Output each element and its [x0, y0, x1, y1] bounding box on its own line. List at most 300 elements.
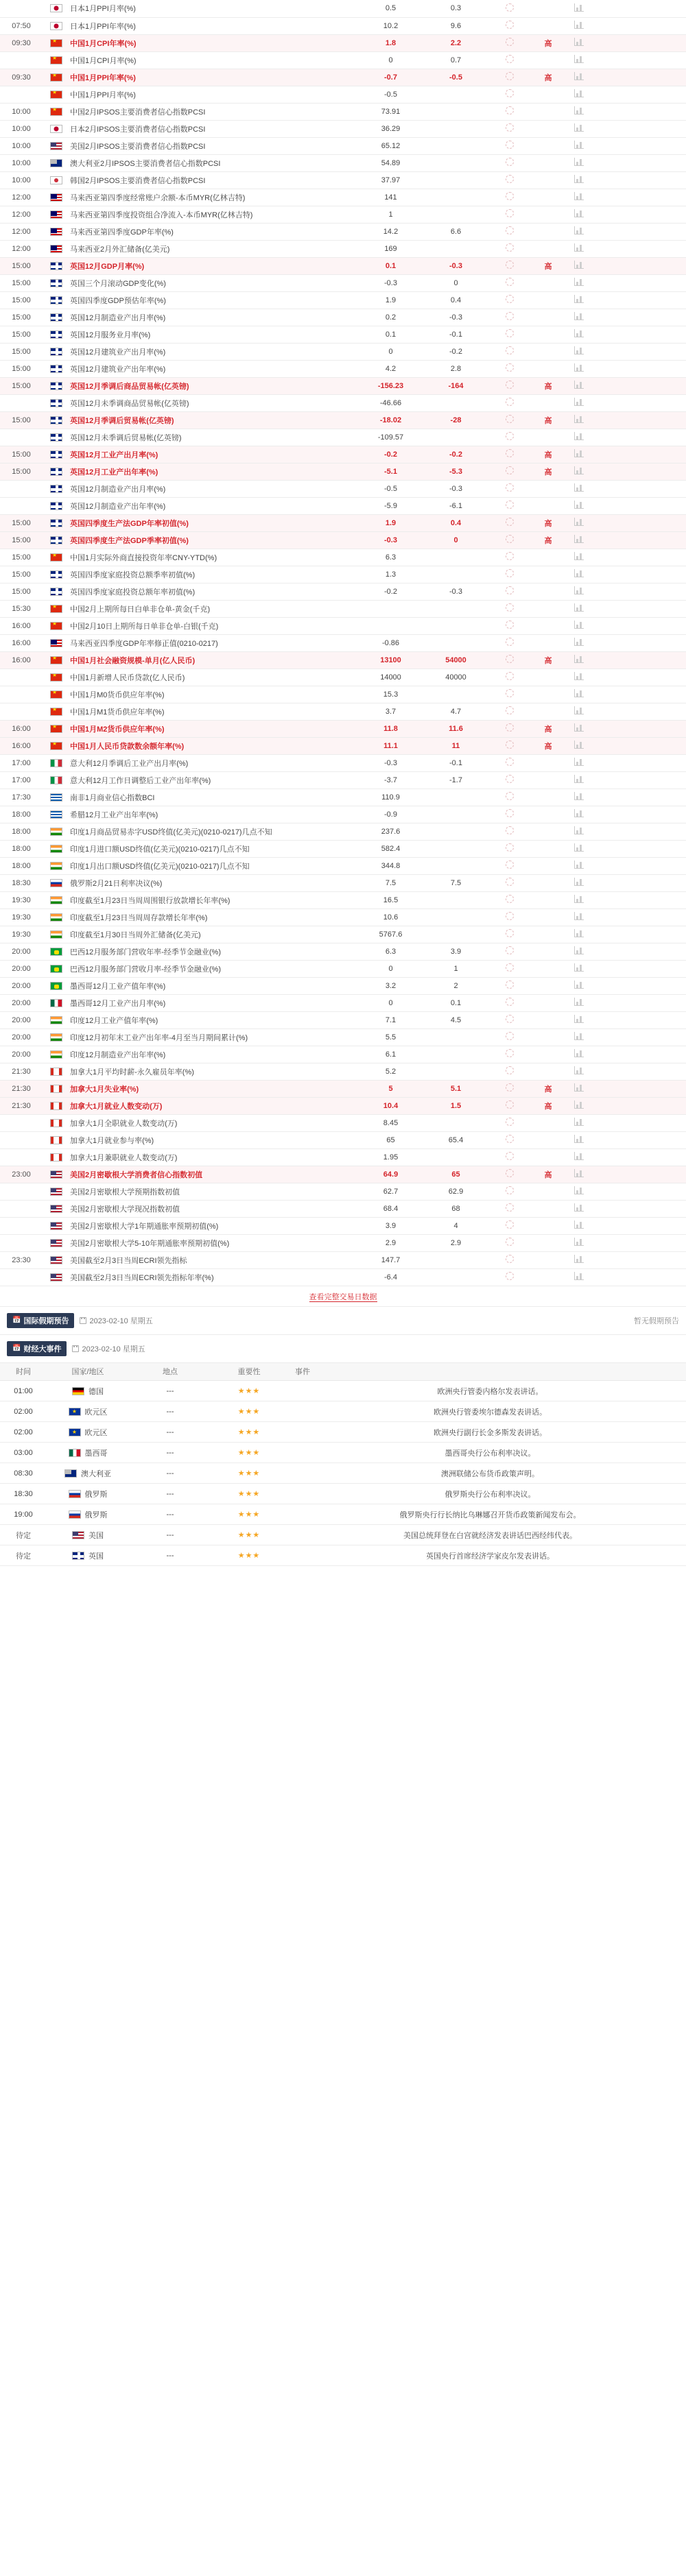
table-row[interactable] — [0, 377, 686, 394]
indicator-name[interactable]: 英国12月工业产出年率(%) — [70, 463, 358, 480]
indicator-name[interactable]: 中国1月M0货币供应年率(%) — [70, 686, 358, 703]
table-row[interactable] — [0, 1131, 686, 1148]
chart-button[interactable] — [565, 34, 593, 51]
event-row[interactable] — [0, 1463, 686, 1484]
chart-button[interactable] — [565, 497, 593, 514]
previous-value: -5.1 — [358, 463, 423, 480]
chart-button[interactable] — [565, 686, 593, 703]
table-row[interactable] — [0, 1114, 686, 1131]
previous-value: 5.5 — [358, 1028, 423, 1046]
table-row[interactable] — [0, 86, 686, 103]
event-row[interactable] — [0, 1484, 686, 1504]
table-row[interactable] — [0, 600, 686, 617]
table-row[interactable] — [0, 309, 686, 326]
chart-button[interactable] — [565, 257, 593, 274]
indicator-name[interactable]: 英国12月制造业产出月率(%) — [70, 480, 358, 497]
table-row[interactable] — [0, 651, 686, 669]
chart-button[interactable] — [565, 1028, 593, 1046]
indicator-name[interactable]: 中国1月M1货币供应年率(%) — [70, 703, 358, 720]
event-region: ★ 欧元区 — [47, 1401, 129, 1422]
indicator-name[interactable]: 美国2月密歇根大学现况指数初值 — [70, 1200, 358, 1217]
table-row[interactable] — [0, 891, 686, 908]
forecast-value: 1 — [423, 960, 488, 977]
indicator-name[interactable]: 中国2月IPSOS主要消费者信心指数PCSI — [70, 103, 358, 120]
indicator-name[interactable]: 英国四季度GDP预估年率(%) — [70, 291, 358, 309]
table-row[interactable] — [0, 583, 686, 600]
chart-button[interactable] — [565, 240, 593, 257]
table-row[interactable] — [0, 120, 686, 137]
indicator-name[interactable]: 马来西亚四季度GDP年率修正值(0210-0217) — [70, 634, 358, 651]
row-time: 09:30 — [0, 34, 43, 51]
importance-dot — [488, 840, 531, 857]
importance-dot — [488, 1166, 531, 1183]
chart-button[interactable] — [565, 103, 593, 120]
importance-icon — [506, 1135, 514, 1143]
table-row[interactable] — [0, 771, 686, 789]
indicator-name[interactable]: 英国12月制造业产出月率(%) — [70, 309, 358, 326]
indicator-name[interactable]: 中国1月新增人民币贷款(亿人民币) — [70, 669, 358, 686]
chart-button[interactable] — [565, 309, 593, 326]
indicator-name[interactable]: 印度1月出口额USD终值(亿美元)(0210-0217)几点不知 — [70, 857, 358, 874]
chart-button[interactable] — [565, 1063, 593, 1080]
table-row[interactable] — [0, 103, 686, 120]
importance-dot — [488, 103, 531, 120]
indicator-name[interactable]: 马来西亚第四季度投资组合净流入-本币MYR(亿林吉特) — [70, 206, 358, 223]
row-time: 12:00 — [0, 223, 43, 240]
forecast-value: 0.4 — [423, 291, 488, 309]
indicator-name[interactable]: 印度截至1月23日当周周围银行放款增长年率(%) — [70, 891, 358, 908]
table-row[interactable] — [0, 634, 686, 651]
event-row[interactable] — [0, 1504, 686, 1525]
indicator-name[interactable]: 日本2月IPSOS主要消费者信心指数PCSI — [70, 120, 358, 137]
table-row[interactable] — [0, 686, 686, 703]
chart-button[interactable] — [565, 857, 593, 874]
row-time: 16:00 — [0, 651, 43, 669]
indicator-name[interactable]: 日本1月PPI年率(%) — [70, 17, 358, 34]
chart-button[interactable] — [565, 0, 593, 17]
event-description[interactable]: 英国央行首席经济学家皮尔发表讲话。 — [287, 1545, 686, 1566]
indicator-name[interactable]: 加拿大1月兼职就业人数变动(万) — [70, 1148, 358, 1166]
importance-dot — [488, 377, 531, 394]
table-row[interactable] — [0, 943, 686, 960]
row-time: 12:00 — [0, 206, 43, 223]
event-description[interactable]: 欧洲央行管委内格尔发表讲话。 — [287, 1381, 686, 1401]
table-row[interactable] — [0, 51, 686, 69]
table-row[interactable] — [0, 240, 686, 257]
chart-button[interactable] — [565, 583, 593, 600]
table-row[interactable] — [0, 429, 686, 446]
chart-button[interactable] — [565, 994, 593, 1011]
table-row[interactable] — [0, 840, 686, 857]
importance-label — [531, 1217, 565, 1234]
chart-button[interactable] — [565, 891, 593, 908]
importance-label: 高 — [531, 737, 565, 754]
table-row[interactable] — [0, 908, 686, 926]
indicator-name[interactable]: 印度1月商品贸易赤字USD终值(亿美元)(0210-0217)几点不知 — [70, 823, 358, 840]
table-row[interactable] — [0, 926, 686, 943]
event-row[interactable] — [0, 1381, 686, 1401]
table-row[interactable] — [0, 1166, 686, 1183]
importance-label — [531, 600, 565, 617]
event-region: 美国 — [47, 1525, 129, 1545]
table-row[interactable] — [0, 703, 686, 720]
chart-button[interactable] — [565, 480, 593, 497]
chart-icon — [574, 72, 584, 80]
chart-button[interactable] — [565, 651, 593, 669]
table-row[interactable] — [0, 480, 686, 497]
event-description[interactable]: 欧洲央行管委埃尔德森发表讲话。 — [287, 1401, 686, 1422]
row-spacer — [593, 274, 686, 291]
table-row[interactable] — [0, 1046, 686, 1063]
table-row[interactable] — [0, 411, 686, 429]
indicator-name[interactable]: 希腊12月工业产出年率(%) — [70, 806, 358, 823]
chart-button[interactable] — [565, 926, 593, 943]
indicator-name[interactable]: 英国12月建筑业产出月率(%) — [70, 343, 358, 360]
chart-button[interactable] — [565, 703, 593, 720]
indicator-name[interactable]: 韩国2月IPSOS主要消费者信心指数PCSI — [70, 171, 358, 189]
country-flag — [43, 154, 70, 171]
indicator-name[interactable]: 巴西12月服务部门营收年率-经季节金融业(%) — [70, 943, 358, 960]
chart-icon — [574, 535, 584, 543]
table-row[interactable] — [0, 1080, 686, 1097]
event-row[interactable] — [0, 1545, 686, 1566]
table-row[interactable] — [0, 343, 686, 360]
chart-button[interactable] — [565, 394, 593, 411]
indicator-name[interactable]: 意大利12月工作日调整后工业产出年率(%) — [70, 771, 358, 789]
importance-dot — [488, 411, 531, 429]
table-row[interactable] — [0, 531, 686, 549]
table-row[interactable] — [0, 34, 686, 51]
indicator-name[interactable]: 加拿大1月就业人数变动(万) — [70, 1097, 358, 1114]
table-row[interactable] — [0, 857, 686, 874]
indicator-name[interactable]: 美国2月密歇根大学5-10年期通胀率预期初值(%) — [70, 1234, 358, 1251]
table-row[interactable] — [0, 823, 686, 840]
indicator-name[interactable]: 英国12月季调后商品贸易帐(亿英镑) — [70, 377, 358, 394]
row-time: 19:30 — [0, 908, 43, 926]
table-row[interactable] — [0, 566, 686, 583]
event-row[interactable] — [0, 1401, 686, 1422]
indicator-name[interactable]: 马来西亚第四季度GDP年率(%) — [70, 223, 358, 240]
chart-button[interactable] — [565, 737, 593, 754]
table-row[interactable] — [0, 274, 686, 291]
indicator-name[interactable]: 加拿大1月平均时薪-永久雇员年率(%) — [70, 1063, 358, 1080]
chart-icon — [574, 963, 584, 972]
table-row[interactable] — [0, 360, 686, 377]
row-time: 21:30 — [0, 1097, 43, 1114]
chart-button[interactable] — [565, 754, 593, 771]
event-description[interactable]: 俄罗斯央行行长纳比乌琳娜召开货币政策新闻发布会。 — [287, 1504, 686, 1525]
table-row[interactable] — [0, 1063, 686, 1080]
table-row[interactable] — [0, 257, 686, 274]
chart-button[interactable] — [565, 120, 593, 137]
importance-icon — [506, 363, 514, 372]
table-row[interactable] — [0, 977, 686, 994]
chart-button[interactable] — [565, 1268, 593, 1286]
chart-button[interactable] — [565, 600, 593, 617]
country-flag — [43, 86, 70, 103]
chart-button[interactable] — [565, 1114, 593, 1131]
indicator-name[interactable]: 马来西亚第四季度经常账户余额-本币MYR(亿林吉特) — [70, 189, 358, 206]
table-row[interactable] — [0, 1251, 686, 1268]
table-row[interactable] — [0, 1148, 686, 1166]
chart-button[interactable] — [565, 908, 593, 926]
table-row[interactable] — [0, 137, 686, 154]
indicator-name[interactable]: 英国12月制造业产出年率(%) — [70, 497, 358, 514]
chart-button[interactable] — [565, 823, 593, 840]
table-row[interactable] — [0, 1268, 686, 1286]
indicator-name[interactable]: 中国1月PPI月率(%) — [70, 86, 358, 103]
indicator-name[interactable]: 中国1月实际外商直接投资年率CNY-YTD(%) — [70, 549, 358, 566]
chart-button[interactable] — [565, 223, 593, 240]
table-row[interactable] — [0, 446, 686, 463]
chart-button[interactable] — [565, 1046, 593, 1063]
importance-dot — [488, 1268, 531, 1286]
indicator-name[interactable]: 英国12月工业产出月率(%) — [70, 446, 358, 463]
chart-button[interactable] — [565, 1131, 593, 1148]
event-place: --- — [129, 1504, 211, 1525]
chart-button[interactable] — [565, 514, 593, 531]
event-description[interactable]: 澳洲联储公布货币政策声明。 — [287, 1463, 686, 1484]
table-row[interactable] — [0, 1097, 686, 1114]
chart-button[interactable] — [565, 840, 593, 857]
indicator-name[interactable]: 墨西哥12月工业产出月率(%) — [70, 994, 358, 1011]
chart-button[interactable] — [565, 1183, 593, 1200]
indicator-name[interactable]: 英国12月季调后贸易帐(亿英镑) — [70, 411, 358, 429]
chart-button[interactable] — [565, 171, 593, 189]
indicator-name[interactable]: 墨西哥12月工业产值年率(%) — [70, 977, 358, 994]
chart-button[interactable] — [565, 1011, 593, 1028]
indicator-name[interactable]: 澳大利亚2月IPSOS主要消费者信心指数PCSI — [70, 154, 358, 171]
indicator-name[interactable]: 美国截至2月3日当周ECRI领先指标年率(%) — [70, 1268, 358, 1286]
chart-button[interactable] — [565, 411, 593, 429]
indicator-name[interactable]: 中国1月M2货币供应年率(%) — [70, 720, 358, 737]
table-row[interactable] — [0, 223, 686, 240]
table-row[interactable] — [0, 1200, 686, 1217]
indicator-name[interactable]: 英国四季度生产法GDP年率初值(%) — [70, 514, 358, 531]
chart-button[interactable] — [565, 446, 593, 463]
indicator-name[interactable]: 印度12月初年末工业产出年率-4月至当月期间累计(%) — [70, 1028, 358, 1046]
indicator-name[interactable]: 中国2月10日上期所每日单非仓单-白银(千克) — [70, 617, 358, 634]
row-time: 15:30 — [0, 600, 43, 617]
indicator-name[interactable]: 英国12月GDP月率(%) — [70, 257, 358, 274]
indicator-name[interactable]: 中国1月人民币贷款数余额年率(%) — [70, 737, 358, 754]
view-full-calendar-link[interactable]: 查看完整交易日数据 — [309, 1292, 377, 1301]
table-row[interactable] — [0, 549, 686, 566]
chart-button[interactable] — [565, 960, 593, 977]
table-row[interactable] — [0, 789, 686, 806]
indicator-name[interactable]: 俄罗斯2月21日利率决议(%) — [70, 874, 358, 891]
chart-button[interactable] — [565, 154, 593, 171]
table-row[interactable] — [0, 463, 686, 480]
chart-button[interactable] — [565, 17, 593, 34]
importance-icon — [506, 466, 514, 474]
indicator-name[interactable]: 印度1月进口额USD终值(亿美元)(0210-0217)几点不知 — [70, 840, 358, 857]
chart-button[interactable] — [565, 189, 593, 206]
forecast-value: 6.6 — [423, 223, 488, 240]
table-row[interactable] — [0, 0, 686, 17]
chart-button[interactable] — [565, 86, 593, 103]
importance-label: 高 — [531, 720, 565, 737]
event-description[interactable]: 美国总统拜登在白宫就经济发表讲话巴西经纬代表。 — [287, 1525, 686, 1545]
table-row[interactable] — [0, 291, 686, 309]
indicator-name[interactable]: 英国四季度家庭投资总额季率初值(%) — [70, 566, 358, 583]
importance-label — [531, 274, 565, 291]
chart-button[interactable] — [565, 1200, 593, 1217]
importance-icon — [506, 1220, 514, 1229]
indicator-name[interactable]: 美国2月密歇根大学消费者信心指数初值 — [70, 1166, 358, 1183]
indicator-name[interactable]: 加拿大1月全职就业人数变动(万) — [70, 1114, 358, 1131]
table-row[interactable] — [0, 720, 686, 737]
indicator-name[interactable]: 英国12月未季调商品贸易帐(亿英镑) — [70, 394, 358, 411]
chart-button[interactable] — [565, 206, 593, 223]
chart-button[interactable] — [565, 360, 593, 377]
indicator-name[interactable]: 印度截至1月30日当周外汇储备(亿美元) — [70, 926, 358, 943]
table-row[interactable] — [0, 617, 686, 634]
forecast-value — [423, 1063, 488, 1080]
chart-button[interactable] — [565, 274, 593, 291]
chart-button[interactable] — [565, 1097, 593, 1114]
indicator-name[interactable]: 巴西12月服务部门营收月率-经季节金融业(%) — [70, 960, 358, 977]
chart-button[interactable] — [565, 549, 593, 566]
indicator-name[interactable]: 英国12月服务业月率(%) — [70, 326, 358, 343]
indicator-name[interactable]: 英国12月建筑业产出年率(%) — [70, 360, 358, 377]
event-time: 19:00 — [0, 1504, 47, 1525]
chart-button[interactable] — [565, 343, 593, 360]
previous-value: -109.57 — [358, 429, 423, 446]
indicator-name[interactable]: 印度12月工业产值年率(%) — [70, 1011, 358, 1028]
event-row[interactable] — [0, 1422, 686, 1443]
indicator-name[interactable]: 印度截至1月23日当周周存款增长年率(%) — [70, 908, 358, 926]
indicator-name[interactable]: 印度12月制造业产出年率(%) — [70, 1046, 358, 1063]
table-row[interactable] — [0, 1183, 686, 1200]
importance-label: 高 — [531, 34, 565, 51]
indicator-name[interactable]: 英国12月未季调后贸易帐(亿英镑) — [70, 429, 358, 446]
chart-button[interactable] — [565, 326, 593, 343]
chart-button[interactable] — [565, 51, 593, 69]
event-row[interactable] — [0, 1525, 686, 1545]
chart-button[interactable] — [565, 977, 593, 994]
table-row[interactable] — [0, 154, 686, 171]
table-row[interactable] — [0, 754, 686, 771]
chart-button[interactable] — [565, 377, 593, 394]
chart-button[interactable] — [565, 69, 593, 86]
chart-button[interactable] — [565, 1166, 593, 1183]
chart-icon — [574, 706, 584, 714]
indicator-name[interactable]: 英国三个月滚动GDP变化(%) — [70, 274, 358, 291]
importance-label — [531, 343, 565, 360]
table-row[interactable] — [0, 394, 686, 411]
indicator-name[interactable]: 中国1月社会融资规模-单月(亿人民币) — [70, 651, 358, 669]
indicator-name[interactable]: 美国2月密歇根大学1年期通胀率预期初值(%) — [70, 1217, 358, 1234]
indicator-name[interactable]: 中国2月上期所每日白单非仓单-黄金(千克) — [70, 600, 358, 617]
table-row[interactable] — [0, 69, 686, 86]
table-row[interactable] — [0, 497, 686, 514]
table-row[interactable] — [0, 206, 686, 223]
chart-button[interactable] — [565, 291, 593, 309]
table-row[interactable] — [0, 1011, 686, 1028]
chart-button[interactable] — [565, 531, 593, 549]
table-row[interactable] — [0, 1028, 686, 1046]
table-row[interactable] — [0, 189, 686, 206]
chart-button[interactable] — [565, 1217, 593, 1234]
chart-button[interactable] — [565, 429, 593, 446]
country-flag — [43, 309, 70, 326]
indicator-name[interactable]: 中国1月CPI月率(%) — [70, 51, 358, 69]
indicator-name[interactable]: 意大利12月季调后工业产出月率(%) — [70, 754, 358, 771]
indicator-name[interactable]: 美国截至2月3日当周ECRI领先指标 — [70, 1251, 358, 1268]
chart-button[interactable] — [565, 1148, 593, 1166]
importance-label — [531, 86, 565, 103]
chart-button[interactable] — [565, 617, 593, 634]
row-time: 15:00 — [0, 309, 43, 326]
table-row[interactable] — [0, 1217, 686, 1234]
chart-button[interactable] — [565, 137, 593, 154]
indicator-name[interactable]: 英国四季度家庭投资总额年率初值(%) — [70, 583, 358, 600]
country-flag — [43, 463, 70, 480]
table-row[interactable] — [0, 171, 686, 189]
chart-button[interactable] — [565, 1234, 593, 1251]
table-row[interactable] — [0, 17, 686, 34]
importance-label — [531, 240, 565, 257]
indicator-name[interactable]: 加拿大1月就业参与率(%) — [70, 1131, 358, 1148]
chart-button[interactable] — [565, 771, 593, 789]
chart-button[interactable] — [565, 634, 593, 651]
indicator-name[interactable]: 加拿大1月失业率(%) — [70, 1080, 358, 1097]
event-description[interactable]: 欧洲央行副行长金多斯发表讲话。 — [287, 1422, 686, 1443]
previous-value: -0.3 — [358, 531, 423, 549]
chart-button[interactable] — [565, 874, 593, 891]
indicator-name[interactable]: 美国2月IPSOS主要消费者信心指数PCSI — [70, 137, 358, 154]
table-row[interactable] — [0, 1234, 686, 1251]
table-row[interactable] — [0, 737, 686, 754]
chart-button[interactable] — [565, 720, 593, 737]
event-row[interactable] — [0, 1443, 686, 1463]
table-row[interactable] — [0, 960, 686, 977]
chart-button[interactable] — [565, 463, 593, 480]
chart-button[interactable] — [565, 669, 593, 686]
indicator-name[interactable]: 英国四季度生产法GDP季率初值(%) — [70, 531, 358, 549]
chart-button[interactable] — [565, 1251, 593, 1268]
table-row[interactable] — [0, 994, 686, 1011]
chart-button[interactable] — [565, 566, 593, 583]
table-row[interactable] — [0, 874, 686, 891]
importance-dot — [488, 240, 531, 257]
event-description[interactable]: 俄罗斯央行公布利率决议。 — [287, 1484, 686, 1504]
event-description[interactable]: 墨西哥央行公布利率决议。 — [287, 1443, 686, 1463]
previous-value: 0.1 — [358, 257, 423, 274]
chart-button[interactable] — [565, 789, 593, 806]
table-row[interactable] — [0, 514, 686, 531]
indicator-name[interactable]: 中国1月CPI年率(%) — [70, 34, 358, 51]
indicator-name[interactable]: 美国2月密歇根大学预期指数初值 — [70, 1183, 358, 1200]
table-row[interactable] — [0, 669, 686, 686]
chart-button[interactable] — [565, 806, 593, 823]
row-time: 18:00 — [0, 823, 43, 840]
country-flag — [43, 1046, 70, 1063]
forecast-value: -1.7 — [423, 771, 488, 789]
chart-button[interactable] — [565, 1080, 593, 1097]
row-spacer — [593, 240, 686, 257]
table-row[interactable] — [0, 326, 686, 343]
country-flag — [43, 326, 70, 343]
row-spacer — [593, 189, 686, 206]
table-row[interactable] — [0, 806, 686, 823]
indicator-name[interactable]: 中国1月PPI年率(%) — [70, 69, 358, 86]
indicator-name[interactable]: 日本1月PPI月率(%) — [70, 0, 358, 17]
chart-button[interactable] — [565, 943, 593, 960]
indicator-name[interactable]: 南非1月商业信心指数BCI — [70, 789, 358, 806]
indicator-name[interactable]: 马来西亚2月外汇储备(亿美元) — [70, 240, 358, 257]
